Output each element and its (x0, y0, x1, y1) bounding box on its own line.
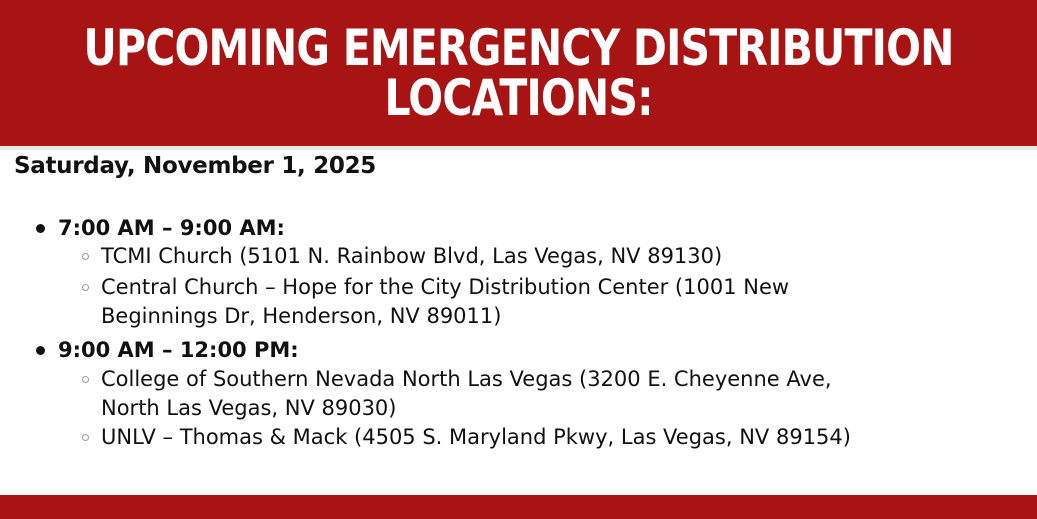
hollow-bullet-icon (82, 284, 89, 291)
bullet-icon (36, 346, 45, 355)
location-text: UNLV – Thomas & Mack (4505 S. Maryland Pkwy, Las Vegas, NV 89154) (101, 425, 851, 449)
page-title-line-1: UPCOMING EMERGENCY DISTRIBUTION (83, 19, 954, 77)
location-text: College of Southern Nevada North Las Vegas (3200 E. Cheyenne Ave, (101, 367, 832, 391)
footer-bar (0, 495, 1037, 519)
location-text-continued: North Las Vegas, NV 89030) (101, 396, 397, 420)
hollow-bullet-icon (82, 253, 89, 260)
header-divider (0, 146, 1037, 150)
location-text: Central Church – Hope for the City Distribution Center (1001 New (101, 275, 790, 299)
header-banner (0, 0, 1037, 146)
time-slot-label: 9:00 AM – 12:00 PM: (58, 338, 299, 362)
bullet-icon (36, 224, 45, 233)
event-date: Saturday, November 1, 2025 (14, 153, 377, 179)
hollow-bullet-icon (82, 434, 89, 441)
location-text-continued: Beginnings Dr, Henderson, NV 89011) (101, 304, 502, 328)
hollow-bullet-icon (82, 376, 89, 383)
time-slot-label: 7:00 AM – 9:00 AM: (58, 216, 285, 240)
page-title-line-2: LOCATIONS: (384, 69, 653, 127)
location-text: TCMI Church (5101 N. Rainbow Blvd, Las Vegas, NV 89130) (101, 244, 723, 268)
